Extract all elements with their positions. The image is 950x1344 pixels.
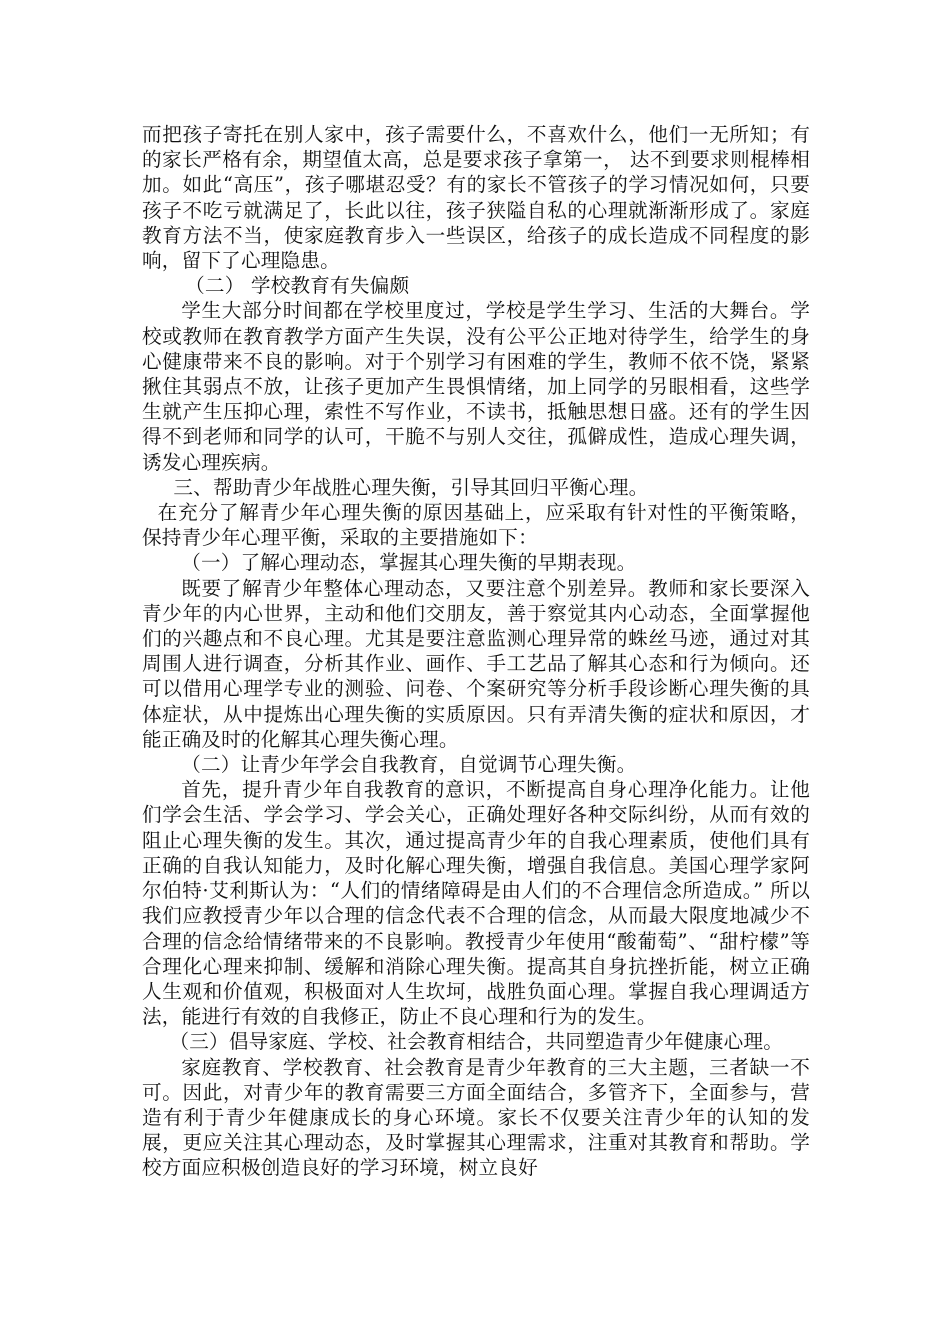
section-heading: （二） 学校教育有失偏颇 [185,274,410,298]
section-heading: （三）倡导家庭、学校、社会教育相结合，共同塑造青少年健康心理。 [169,1030,784,1054]
paragraph: 首先，提升青少年自我教育的意识，不断提高自身心理净化能力。让他们学会生活、学会学习、学会关心，正确处理好各种交际纠纷，从而有效的阻止心理失衡的发生。其次，通过提高青少年的自我心理素质，使他们具有正确的自我认知能力，及时化解心理失衡，增强自我信息。美国心理学家阿尔伯特·艾利斯认为：“人们的情绪障碍是由人们的不合理信念所造成。” 所以我们应教授青少年以合理的信念代表不合理的信念，从而最大限度地减少不合理的信念给情绪带来的不良影响。教授青少年使用“酸葡萄”、“甜柠檬”等合理化心理来抑制、缓解和消除心理失衡。提高其自身抗挫折能，树立正确人生观和价值观，积极面对人生坎坷，战胜负面心理。掌握自我心理调适方法，能进行有效的自我修正，防止不良心理和行为的发生。 [142,778,810,1029]
document-body [142,122,810,1181]
paragraph: 既要了解青少年整体心理动态，又要注意个别差异。教师和家长要深入青少年的内心世界，主动和他们交朋友，善于察觉其内心动态，全面掌握他们的兴趣点和不良心理。尤其是要注意监测心理异常的蛛丝马迹，通过对其周围人进行调查，分析其作业、画作、手工艺品了解其心态和行为倾向。还可以借用心理学专业的测验、问卷、个案研究等分析手段诊断心理失衡的具体症状，从中提炼出心理失衡的实质原因。只有弄清失衡的症状和原因，才能正确及时的化解其心理失衡心理。 [142,576,810,751]
paragraph: 学生大部分时间都在学校里度过，学校是学生学习、生活的大舞台。学校或教师在教育教学方面产生失误，没有公平公正地对待学生，给学生的身心健康带来不良的影响。对于个别学习有困难的学生，教师不依不饶，紧紧揪住其弱点不放，让孩子更加产生畏惧情绪，加上同学的另眼相看，这些学生就产生压抑心理，索性不写作业，不读书，抵触思想日盛。还有的学生因得不到老师和同学的认可，干脆不与别人交往，孤僻成性，造成心理失调，诱发心理疾病。 [142,299,810,474]
section-heading: （一）了解心理动态，掌握其心理失衡的早期表现。 [181,551,637,575]
section-heading: （二）让青少年学会自我教育，自觉调节心理失衡。 [181,753,637,777]
paragraph: 家庭教育、学校教育、社会教育是青少年教育的三大主题，三者缺一不可。因此，对青少年的教育需要三方面全面结合，多管齐下，全面参与，营造有利于青少年健康成长的身心环境。家长不仅要关注青少年的认知的发展，更应关注其心理动态，及时掌握其心理需求，注重对其教育和帮助。学校方面应积极创造良好的学习环境，树立良好 [142,1055,810,1180]
paragraph: 而把孩子寄托在别人家中，孩子需要什么，不喜欢什么，他们一无所知；有的家长严格有余，期望值太高，总是要求孩子拿第一， 达不到要求则棍棒相加。如此“高压”，孩子哪堪忍受？有的家长不管孩子的学习情况如何，只要孩子不吃亏就满足了，长此以往，孩子狭隘自私的心理就渐渐形成了。家庭教育方法不当，使家庭教育步入一些误区，给孩子的成长造成不同程度的影响，留下了心理隐患。 [142,123,810,273]
paragraph: 在充分了解青少年心理失衡的原因基础上，应采取有针对性的平衡策略，保持青少年心理平衡，采取的主要措施如下： [142,501,810,550]
section-heading: 三、帮助青少年战胜心理失衡，引导其回归平衡心理。 [173,475,649,499]
